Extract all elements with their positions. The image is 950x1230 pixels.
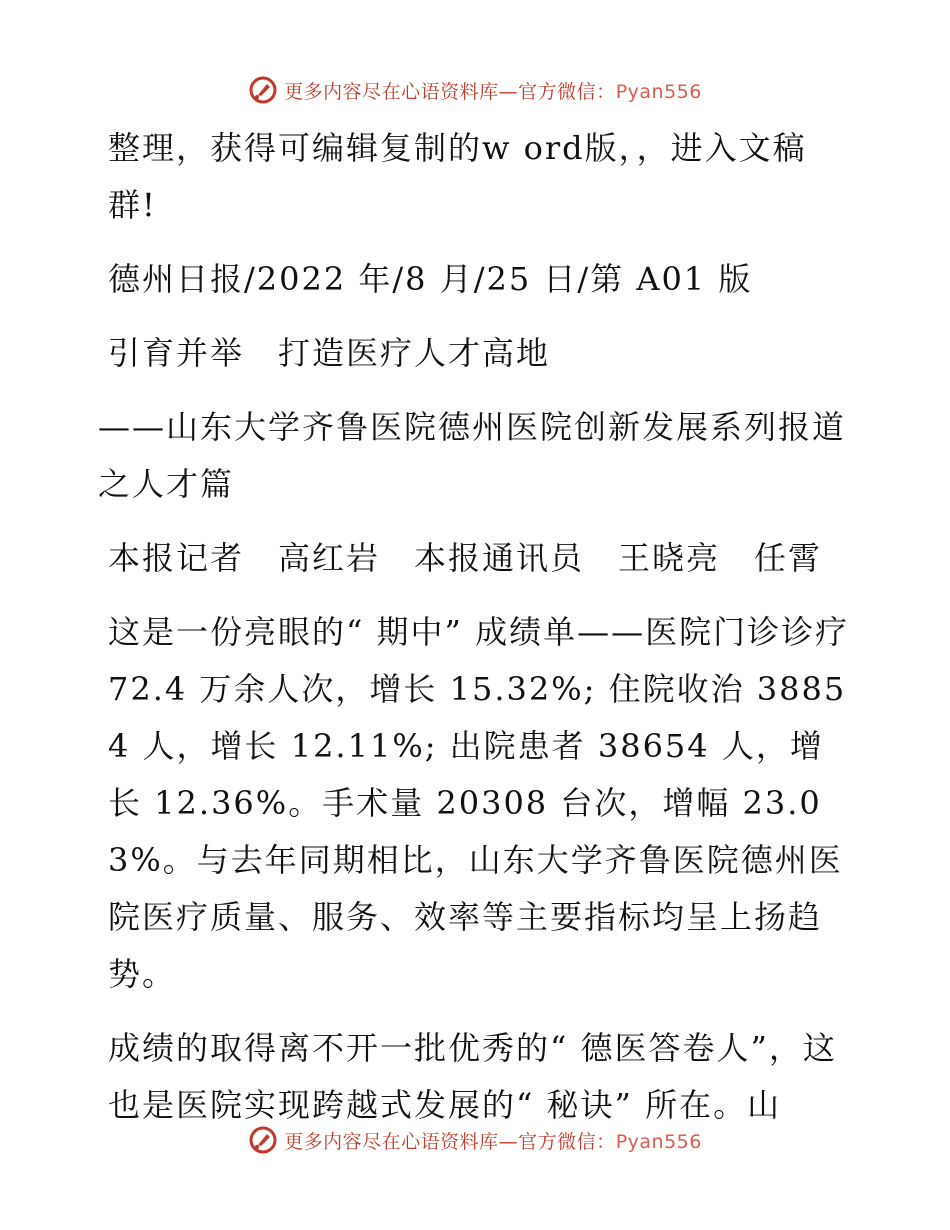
banner-separator: —	[498, 80, 519, 103]
banner-wechat-id: Pyan556	[615, 80, 702, 103]
banner-text	[284, 77, 702, 104]
article-title: 引育并举 打造医疗人才高地	[108, 334, 551, 372]
paragraph-source-line: 德州日报/2022 年/8 月/25 日/第 A01 版	[108, 260, 753, 298]
banner-text	[284, 1127, 702, 1154]
header-banner	[0, 70, 950, 110]
byline: 本报记者 高红岩 本报通讯员 王晓亮 任霄	[108, 539, 823, 577]
banner-wechat-label: 官方微信：	[518, 1130, 616, 1153]
footer-banner	[0, 1120, 950, 1160]
paragraph-intro: 整理，获得可编辑复制的w ord版，，进入文稿群!	[108, 129, 807, 224]
paragraph-body-1: 这是一份亮眼的“ 期中” 成绩单——医院门诊诊疗 72.4 万余人次，增长 15.32%; 住院收治 38854 人，增长 12.11%; 出院患者 38654 人，增长 12.36%。手术量 20308 台次，增幅 23.03%。与去年同期相比，山东大学齐鲁医院德州医院医疗质量、服务、效率等主要指标均呈上扬趋势。	[108, 613, 862, 993]
document-body	[98, 120, 862, 1134]
article-subtitle: ——山东大学齐鲁医院德州医院创新发展系列报道之人才篇	[98, 408, 847, 503]
banner-wechat-id: Pyan556	[615, 1130, 702, 1153]
banner-wechat-label: 官方微信：	[518, 80, 616, 103]
banner-promo-text: 更多内容尽在心语资料库	[284, 80, 499, 103]
banner-promo-text: 更多内容尽在心语资料库	[284, 1130, 499, 1153]
paragraph-body-2: 成绩的取得离不开一批优秀的“ 德医答卷人”，这也是医院实现跨越式发展的“ 秘诀” 所在。山	[108, 1029, 837, 1124]
pen-nib-logo-icon	[248, 75, 278, 105]
banner-separator: —	[498, 1130, 519, 1153]
pen-nib-logo-icon	[248, 1125, 278, 1155]
